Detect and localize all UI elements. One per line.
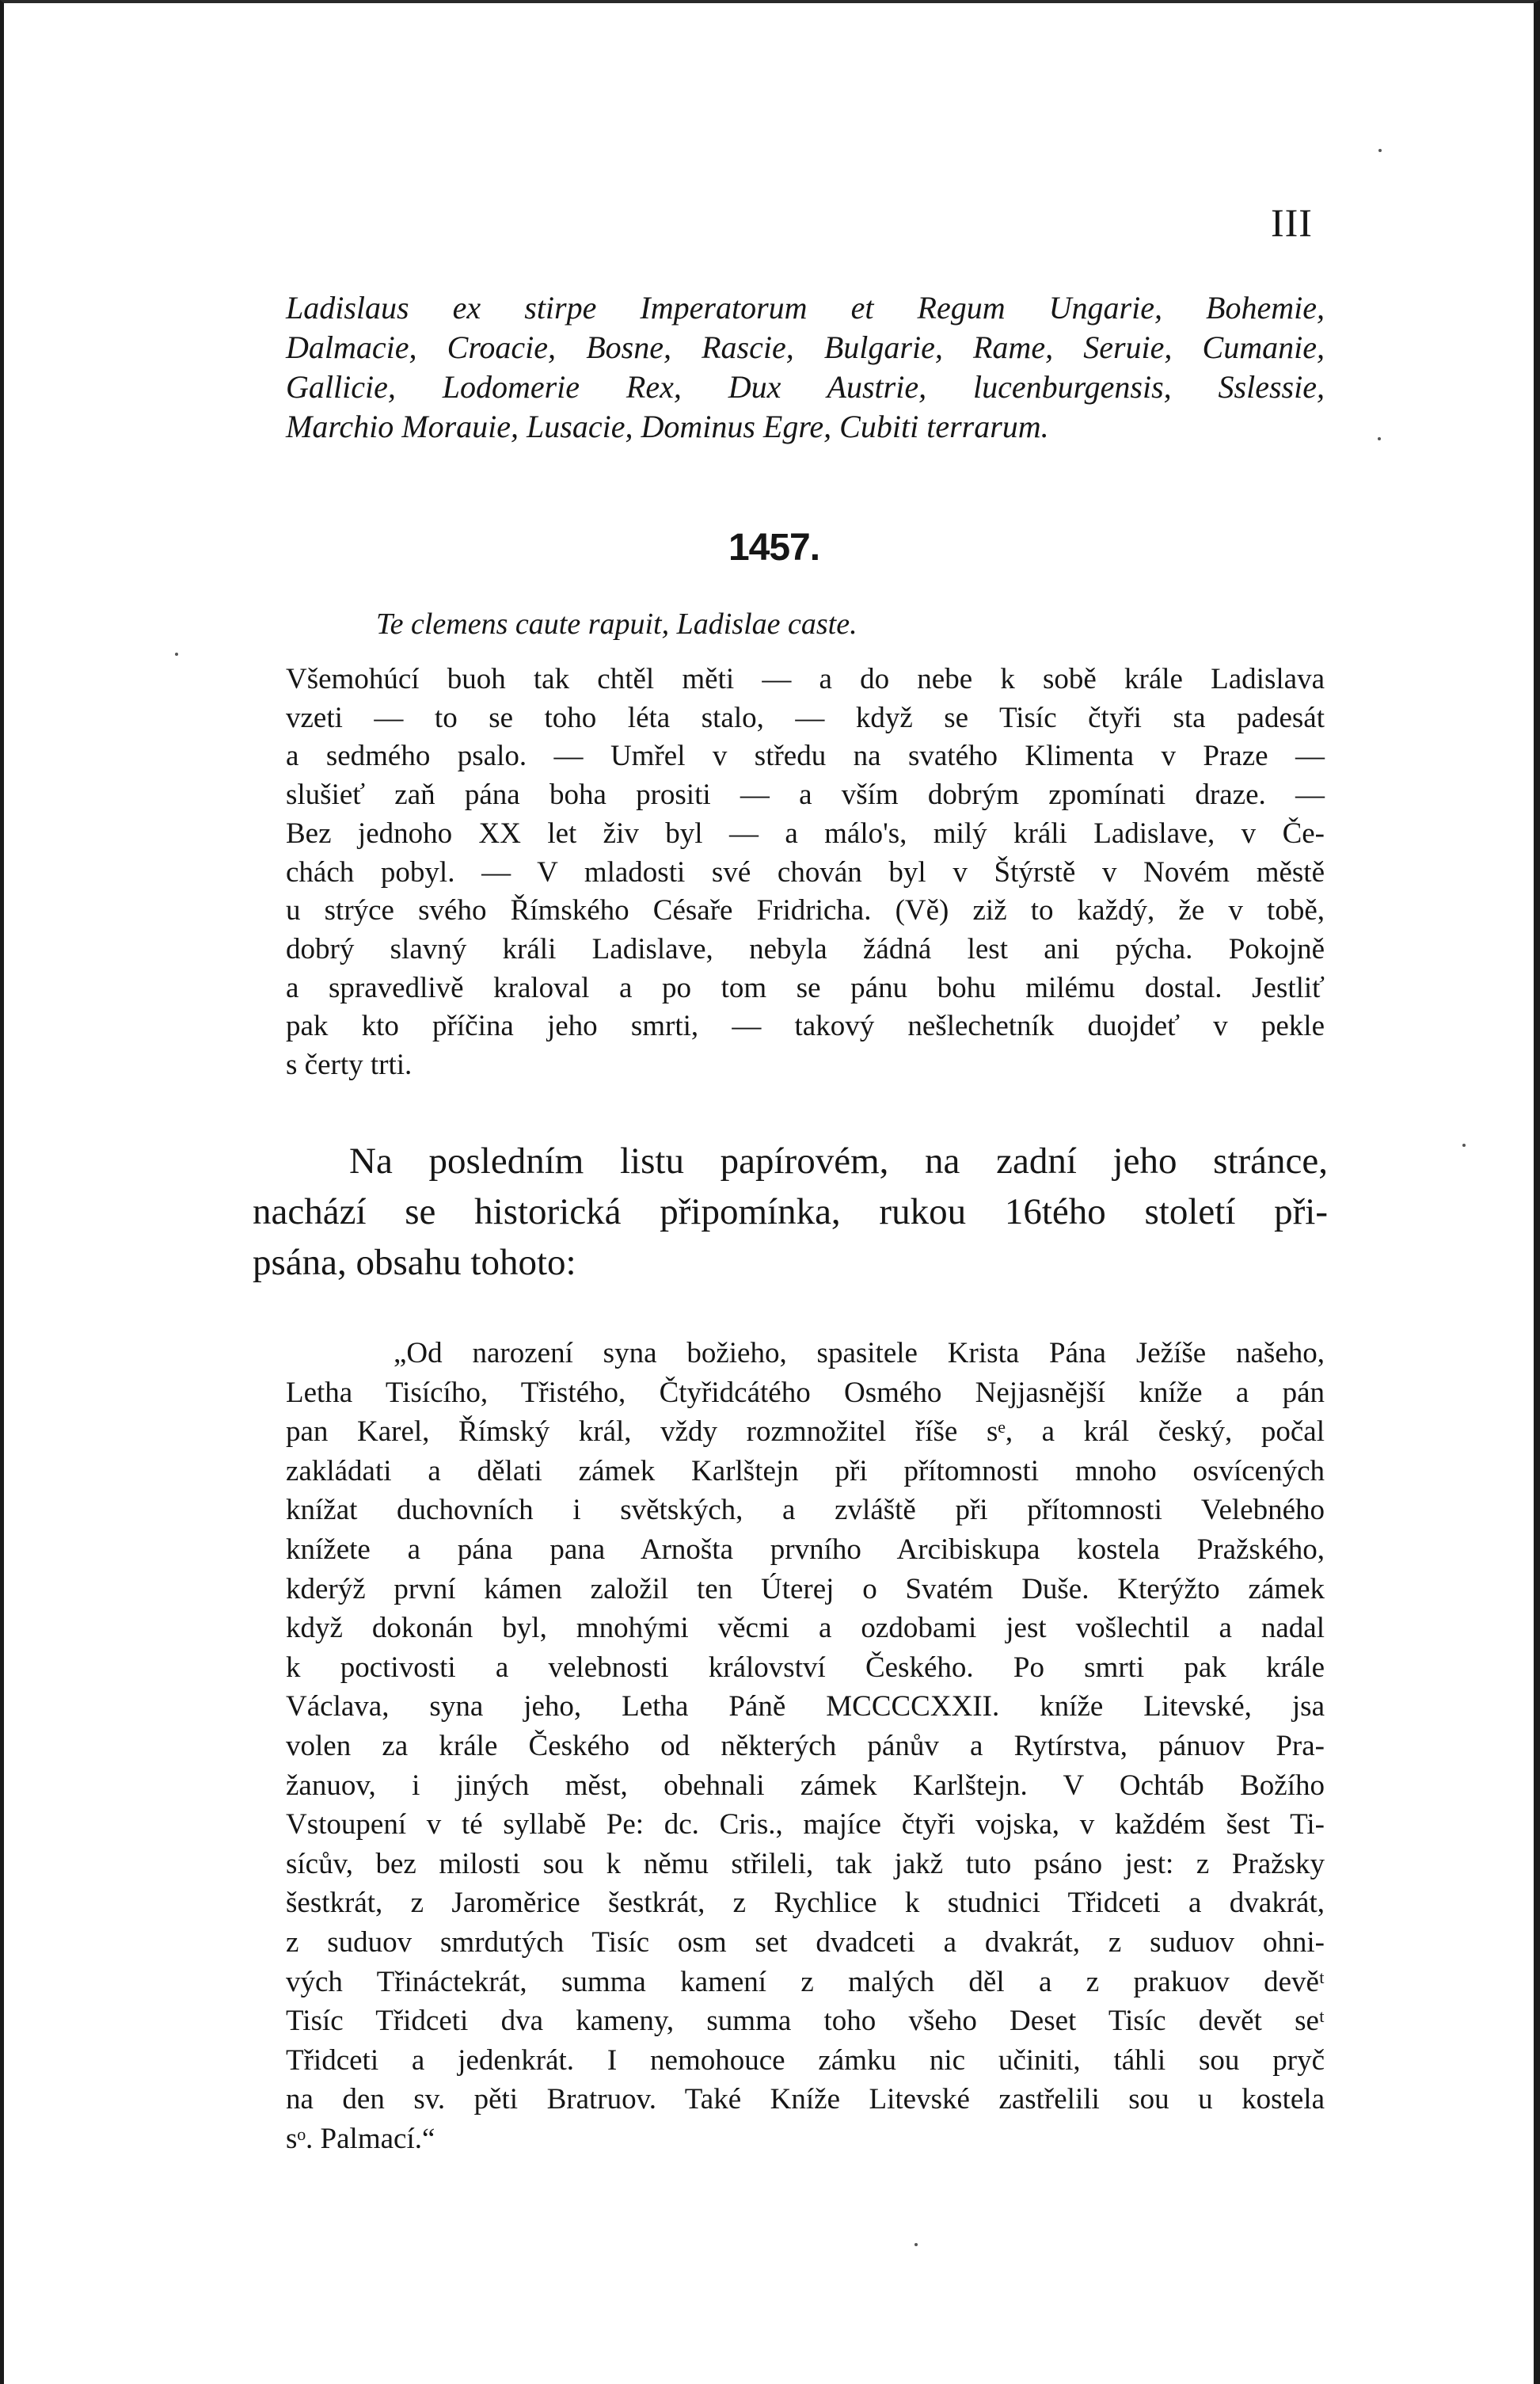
quote-line: „Od narození syna božieho, spasitele Krista Pána Ježíše našeho, [394,1337,1325,1369]
chronicle-paragraph [286,661,1325,1085]
quote-line: sᵒ. Palmací.“ [286,2122,435,2155]
print-speck [1378,437,1381,440]
intro-line: nachází se historická připomínka, rukou 16tého století při- [253,1191,1328,1232]
quote-line: knížat duchovních i světských, a zvláště při přítomnosti Velebného [286,1494,1325,1527]
intro-line: psána, obsahu tohoto: [253,1242,576,1283]
chronicle-line: a spravedlivě kraloval a po tom se pánu bohu milému dostal. Jestliť [286,971,1325,1004]
print-speck [1378,149,1382,152]
quote-line: knížete a pána pana Arnošta prvního Arcibiskupa kostela Pražského, [286,1533,1325,1566]
quote-line: pan Karel, Římský král, vždy rozmnožitel říše sᵉ, a král český, počal [286,1415,1325,1449]
chronicle-line: pak kto příčina jeho smrti, — takový nešlechetník duojdeť v pekle [286,1010,1325,1043]
chronicle-line: u strýce svého Římského Césaře Fridricha. (Vě) zіž to každý, že v tobě, [286,894,1325,927]
quote-line: zakládati a dělati zámek Karlštejn při přítomnosti mnoho osvícených [286,1454,1325,1487]
title-line: Dalmacie, Croacie, Bosne, Rascie, Bulgarie, Rame, Seruie, Cumanie, [286,329,1325,365]
quote-line: vých Třináctekrát, summa kamení z malých děl a z prakuov devěᵗ [286,1965,1325,1998]
chronicle-line: Všemohúcí buoh tak chtěl měti — a do nebe k sobě krále Ladislava [286,663,1325,695]
chronicle-line: dobrý slavný králi Ladislave, nebyla žádná lest ani pýcha. Pokojně [286,932,1325,965]
print-speck [175,653,178,656]
print-speck [914,2243,918,2246]
quote-line: na den sv. pěti Bratruov. Také Kníže Litevské zastřelili sou u kostela [286,2083,1325,2116]
chronicle-line: Bez jednoho XX let živ byl — a málo's, milý králi Ladislave, v Če- [286,817,1325,850]
intro-line: Na posledním listu papírovém, na zadní jeho stránce, [349,1141,1328,1182]
royal-title-block [286,288,1325,447]
year-heading: 1457. [728,527,820,569]
chronicle-line: slušieť zaň pána boha prositi — a vším dobrým zpomínati draze. — [286,779,1325,812]
page-number: III [1271,200,1313,245]
quote-line: Letha Tisícího, Třistého, Čtyřidcátého Osmého Nejjasnější kníže a pán [286,1376,1325,1409]
title-line: Ladislaus ex stirpe Imperatorum et Regum Ungarie, Bohemie, [286,290,1325,326]
quote-line: Vstoupení v té syllabě Pe: dc. Cris., majíce čtyři vojska, v každém šest Ti- [286,1808,1325,1841]
quoted-record-paragraph [286,1334,1325,2158]
quote-line: volen za krále Českého od některých pánův a Rytírstva, pánuov Pra- [286,1729,1325,1762]
quote-line: šestkrát, z Jaroměrice šestkrát, z Rychlice k studnici Třidceti a dvakrát, [286,1887,1325,1920]
quote-line: kderýž první kámen založil ten Úterej o Svatém Duše. Kterýžto zámek [286,1572,1325,1605]
quote-line: k poctivosti a velebnosti království Českého. Po smrti pak krále [286,1651,1325,1684]
quote-line: Václava, syna jeho, Letha Páně MCCCCXXII. kníže Litevské, jsa [286,1690,1325,1723]
quote-line: Třidceti a jedenkrát. I nemohouce zámku nic učiniti, táhli sou pryč [286,2043,1325,2077]
chronicle-line: vzeti — to se toho léta stalo, — když se Tisíc čtyři sta padesát [286,701,1325,734]
chronicle-line: s čerty trti. [286,1049,413,1082]
title-line: Gallicie, Lodomerie Rex, Dux Austrie, lucenburgensis, Sslessie, [286,369,1325,405]
quote-line: Tisíc Třidceti dva kameny, summa toho všeho Deset Tisíc devět seᵗ [286,2005,1325,2038]
print-speck [1462,1144,1466,1147]
quote-line: když dokonán byl, mnohými věcmi a ozdobami jest vošlechtil a nadal [286,1612,1325,1645]
quote-line: sícův, bez milosti sou k němu střileli, tak jakž tuto psáno jest: z Pražsky [286,1847,1325,1880]
chronicle-line: a sedmého psalo. — Umřel v středu na svatého Klimenta v Praze — [286,740,1325,773]
title-line: Marchio Morauie, Lusacie, Dominus Egre, Cubiti terrarum. [286,409,1049,444]
intro-paragraph [253,1136,1328,1288]
quote-line: žanuov, i jiných měst, obehnali zámek Karlštejn. V Ochtáb Božího [286,1769,1325,1802]
motto-line: Te clemens caute rapuit, Ladislae caste. [376,607,857,641]
chronicle-line: chách pobyl. — V mladosti své chován byl v Štýrstě v Novém městě [286,855,1325,889]
quote-line: z suduov smrdutých Tisíc osm set dvadceti a dvakrát, z suduov ohni- [286,1925,1325,1959]
